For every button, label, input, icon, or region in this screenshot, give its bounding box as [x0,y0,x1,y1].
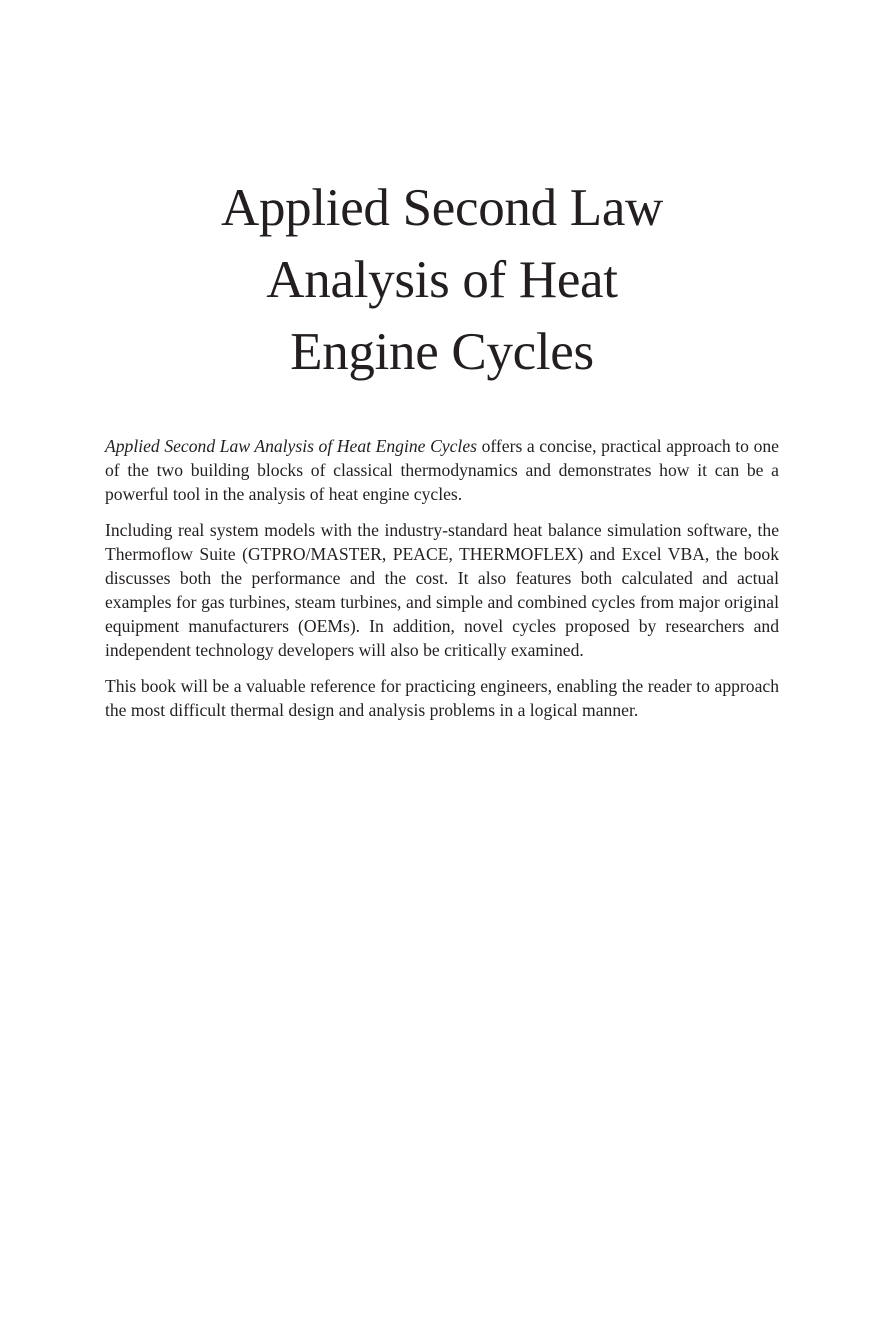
book-title-line-1: Applied Second Law [220,179,664,237]
description-paragraph-1-text: offers a concise, practical approach to one of the two building blocks of classical thermodynamics and demonstrates how it can be a powerful tool in the analysis of heat engine cycles. [105,436,779,504]
description-paragraph-1 [105,434,779,506]
book-title [0,172,884,388]
book-title-line-3: Engine Cycles [290,323,594,381]
book-description [105,434,779,734]
book-title-line-2: Analysis of Heat [266,251,618,309]
description-paragraph-2: Including real system models with the industry-standard heat balance simulation software, the Thermoflow Suite (GTPRO/MASTER, PEACE, THERMOFLEX) and Excel VBA, the book discusses both the performance and the cost. It also features both calculated and actual examples for gas turbines, steam turbines, and simple and combined cycles from major original equipment manufacturers (OEMs). In addition, novel cycles proposed by researchers and independent technology developers will also be critically examined. [105,520,779,660]
description-paragraph-3: This book will be a valuable reference for practicing engineers, enabling the reader to approach the most difficult thermal design and analysis problems in a logical manner. [105,676,779,720]
description-title-reference: Applied Second Law Analysis of Heat Engine Cycles [105,436,477,456]
